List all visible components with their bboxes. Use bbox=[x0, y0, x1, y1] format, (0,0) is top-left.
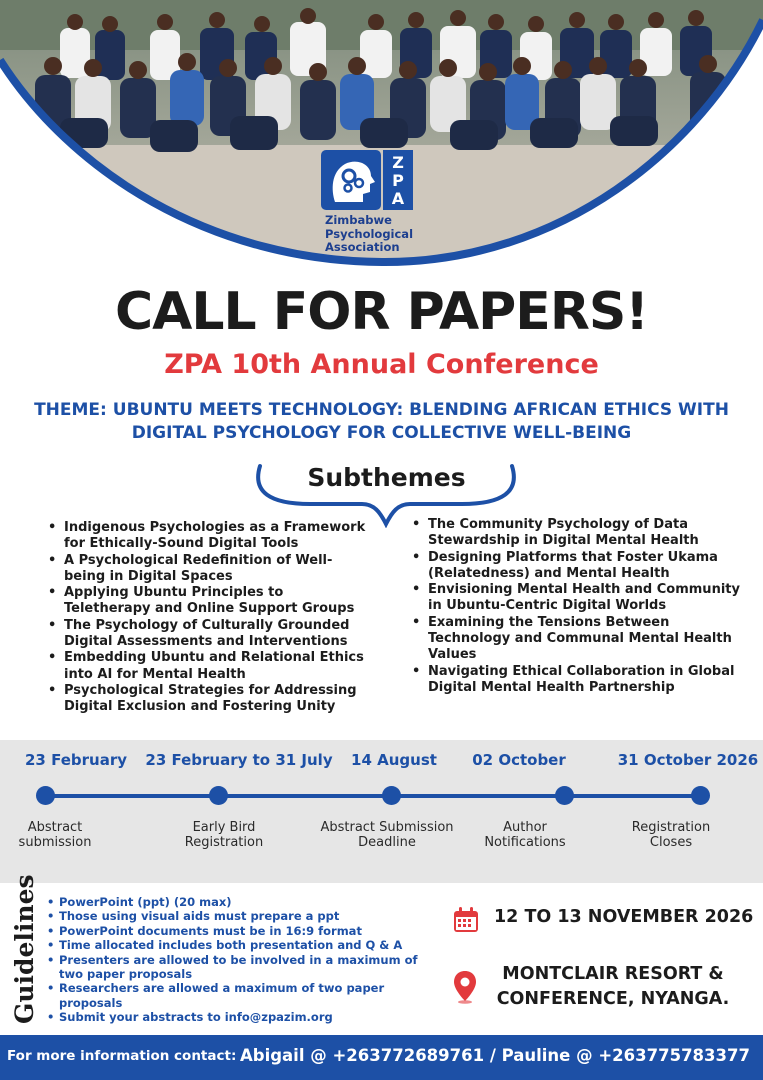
subtheme-item: • Psychological Strategies for Addressing Digital Exclusion and Fostering Unity bbox=[46, 683, 366, 716]
guideline-item: • Submit your abstracts to info@zpazim.org bbox=[46, 1010, 441, 1024]
subthemes-list-right bbox=[410, 517, 740, 696]
timeline-label-line: Abstract Submission bbox=[320, 820, 454, 835]
footer-contact-label: For more information contact: bbox=[7, 1048, 237, 1064]
event-venue bbox=[488, 962, 738, 1012]
timeline-date: 31 October 2026 bbox=[617, 751, 759, 769]
subtheme-item: • Applying Ubuntu Principles to Teletherapy and Online Support Groups bbox=[46, 585, 366, 618]
venue-line-2: CONFERENCE, NYANGA. bbox=[496, 989, 730, 1009]
guideline-item: • Those using visual aids must prepare a ppt bbox=[46, 909, 441, 923]
subthemes-list-left bbox=[46, 520, 366, 716]
timeline-label-line: Closes bbox=[649, 835, 693, 850]
guideline-item: • Presenters are allowed to be involved in a maximum of two paper proposals bbox=[46, 953, 441, 982]
venue-line-1: MONTCLAIR RESORT & bbox=[502, 964, 724, 984]
calendar-icon bbox=[452, 906, 480, 934]
timeline-line bbox=[45, 794, 701, 798]
timeline-label bbox=[632, 820, 710, 850]
subtheme-item: • Navigating Ethical Collaboration in Global Digital Mental Health Partnership bbox=[410, 664, 740, 697]
logo-line-2: Psychological bbox=[325, 226, 414, 241]
timeline-label-line: Author bbox=[503, 820, 547, 835]
logo-letter-z: Z bbox=[392, 153, 404, 172]
guideline-item: • Researchers are allowed a maximum of two paper proposals bbox=[46, 981, 441, 1010]
timeline-label-line: Registration bbox=[184, 835, 264, 850]
guideline-item: • PowerPoint documents must be in 16:9 format bbox=[46, 924, 441, 938]
timeline-label-line: submission bbox=[18, 835, 92, 850]
timeline-label-line: Deadline bbox=[358, 835, 416, 850]
logo-wordmark bbox=[325, 214, 413, 255]
subtheme-item: • A Psychological Redefinition of Well-being in Digital Spaces bbox=[46, 553, 366, 586]
footer-contact-numbers: Abigail @ +263772689761 / Pauline @ +263775783377 bbox=[240, 1046, 750, 1065]
timeline-label-line: Registration bbox=[631, 820, 711, 835]
subtheme-item: • Embedding Ubuntu and Relational Ethics into AI for Mental Health bbox=[46, 650, 366, 683]
logo-line-3: Association bbox=[325, 240, 400, 254]
timeline-label-line: Abstract bbox=[27, 820, 83, 835]
contact-footer bbox=[0, 1035, 763, 1080]
logo-letter-a: A bbox=[391, 189, 405, 208]
timeline-label bbox=[320, 820, 453, 850]
timeline-date: 02 October bbox=[472, 751, 566, 769]
subtheme-item: • Examining the Tensions Between Technology and Communal Mental Health Values bbox=[410, 615, 740, 664]
timeline-label-line: Early Bird bbox=[192, 820, 256, 835]
zpa-logo-mark bbox=[321, 150, 413, 212]
logo-line-1: Zimbabwe bbox=[325, 213, 392, 227]
timeline-dot bbox=[36, 786, 55, 805]
theme-line-1: THEME: UBUNTU MEETS TECHNOLOGY: BLENDING AFRICAN ETHICS WITH bbox=[34, 400, 729, 420]
guidelines-heading: Guidelines bbox=[10, 874, 39, 1024]
timeline-dot bbox=[382, 786, 401, 805]
subtheme-item: • Designing Platforms that Foster Ukama (Relatedness) and Mental Health bbox=[410, 550, 740, 583]
timeline-label-line: Notifications bbox=[484, 835, 566, 850]
event-date: 12 TO 13 NOVEMBER 2026 bbox=[494, 907, 754, 927]
guidelines-list bbox=[46, 895, 441, 1025]
subtheme-item: • The Community Psychology of Data Stewardship in Digital Mental Health bbox=[410, 517, 740, 550]
subtheme-item: • The Psychology of Culturally Grounded Digital Assessments and Interventions bbox=[46, 618, 366, 651]
timeline-dot bbox=[691, 786, 710, 805]
timeline-label bbox=[484, 820, 565, 850]
subtheme-item: • Envisioning Mental Health and Community in Ubuntu-Centric Digital Worlds bbox=[410, 582, 740, 615]
guideline-item: • PowerPoint (ppt) (20 max) bbox=[46, 895, 441, 909]
guideline-item: • Time allocated includes both presentation and Q & A bbox=[46, 938, 441, 952]
logo-letter-p: P bbox=[392, 171, 404, 190]
page-title: CALL FOR PAPERS! bbox=[114, 282, 649, 342]
zpa-logo bbox=[317, 150, 447, 260]
conference-subtitle: ZPA 10th Annual Conference bbox=[164, 349, 599, 380]
timeline-label bbox=[19, 820, 92, 850]
location-pin-icon bbox=[452, 970, 478, 1004]
theme-line-2: DIGITAL PSYCHOLOGY FOR COLLECTIVE WELL-BEING bbox=[131, 423, 632, 443]
timeline-dot bbox=[555, 786, 574, 805]
subthemes-heading: Subthemes bbox=[307, 463, 466, 492]
hero-group-photo bbox=[0, 0, 763, 290]
timeline-date: 23 February bbox=[24, 751, 128, 769]
timeline-label bbox=[185, 820, 263, 850]
timeline-dot bbox=[209, 786, 228, 805]
timeline-date: 14 August bbox=[351, 751, 437, 769]
timeline-band bbox=[0, 740, 763, 883]
subtheme-item: • Indigenous Psychologies as a Framework for Ethically-Sound Digital Tools bbox=[46, 520, 366, 553]
conference-theme bbox=[20, 399, 743, 445]
timeline-date: 23 February to 31 July bbox=[145, 751, 333, 769]
